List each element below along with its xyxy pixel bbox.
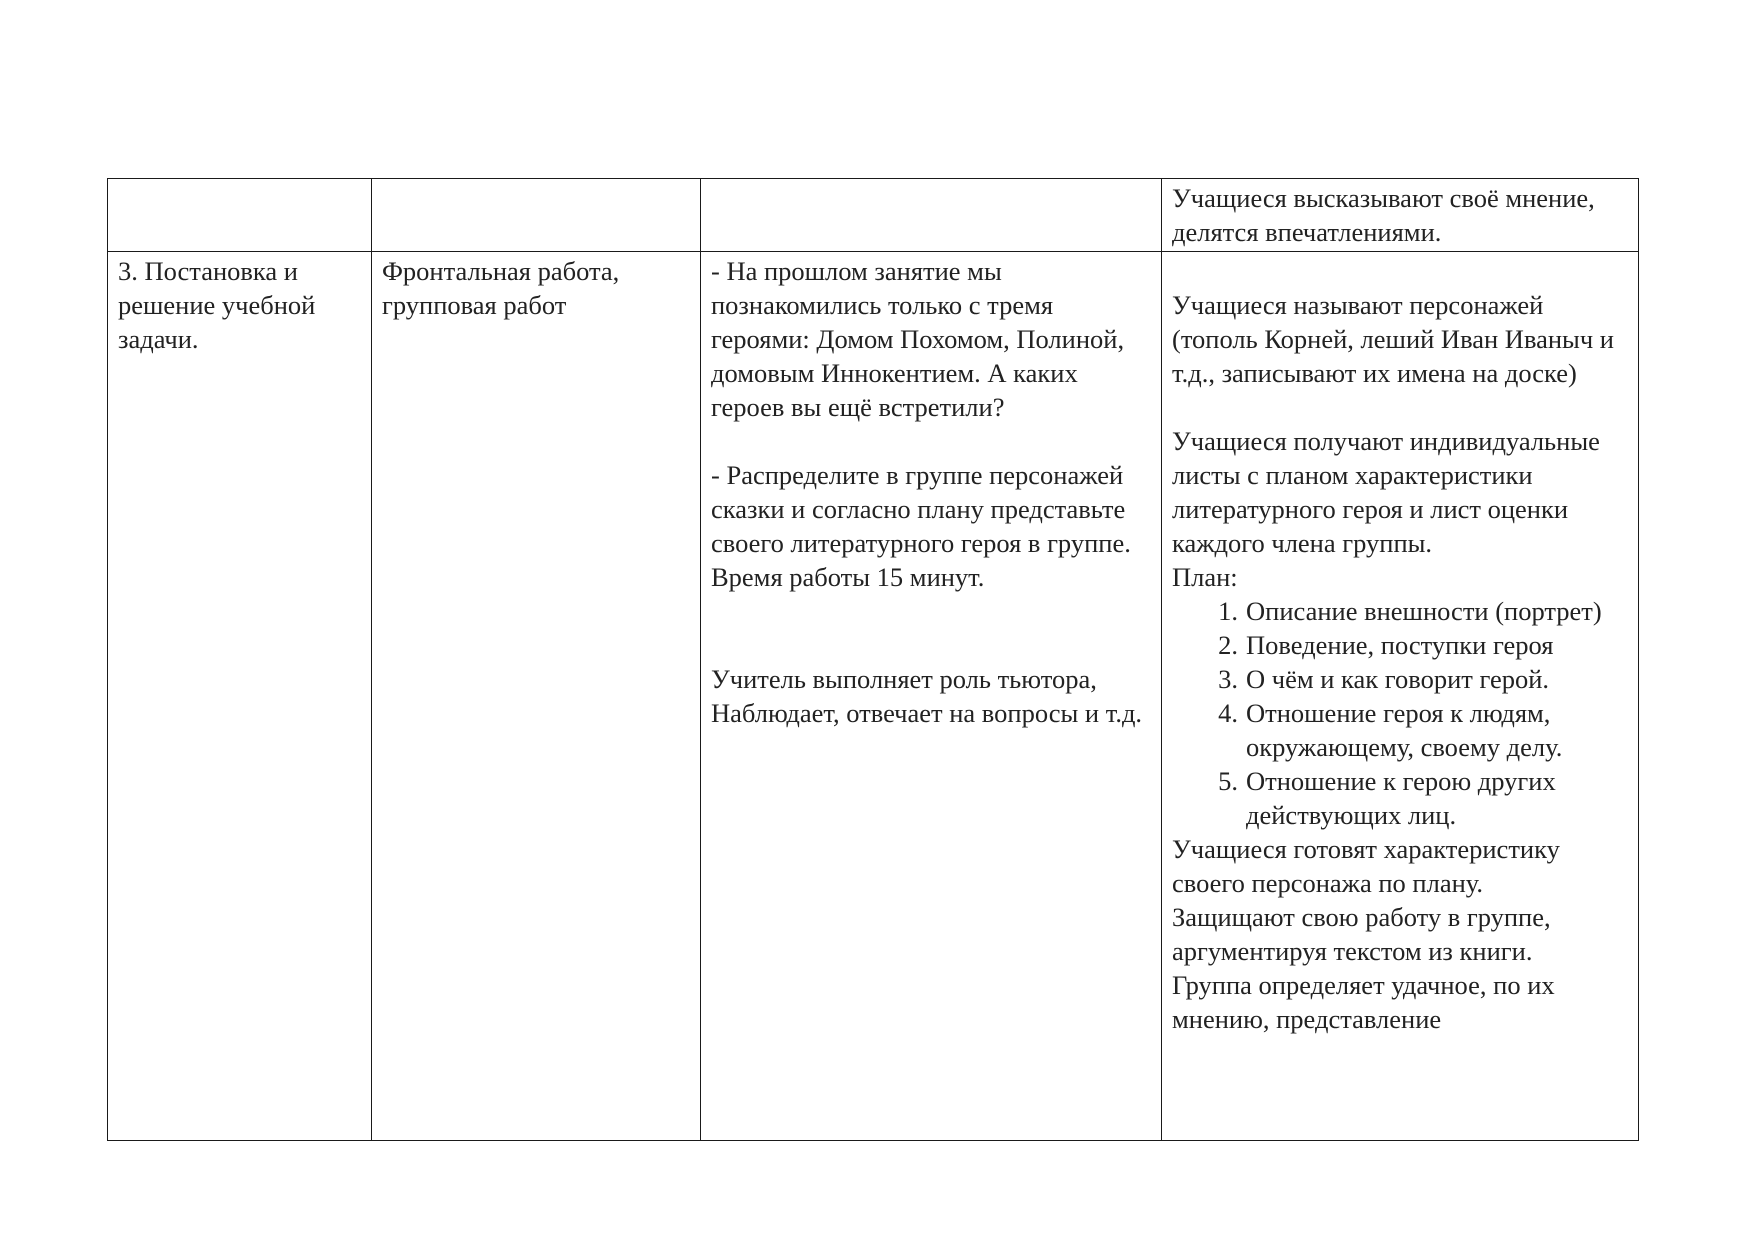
students-text-5: Группа определяет удачное, по их мнению, представление: [1172, 970, 1555, 1034]
students-cell-top: [1162, 179, 1639, 252]
plan-label: План:: [1172, 562, 1238, 592]
lesson-plan-table: [107, 178, 1639, 1141]
students-text-4: Защищают свою работу в группе, аргументируя текстом из книги.: [1172, 902, 1551, 966]
stage-cell-empty: [108, 179, 372, 252]
table-row: [108, 179, 1639, 252]
plan-item-text: О чём и как говорит герой.: [1246, 664, 1550, 694]
plan-item: [1218, 696, 1628, 764]
plan-item-number: 4.: [1218, 698, 1238, 728]
plan-item-text: Отношение героя к людям, окружающему, своему делу.: [1246, 698, 1563, 762]
plan-item-text: Описание внешности (портрет): [1246, 596, 1602, 626]
plan-item-number: 5.: [1218, 766, 1238, 796]
teacher-cell-empty: [701, 179, 1162, 252]
plan-item-number: 3.: [1218, 664, 1238, 694]
plan-item: [1218, 628, 1628, 662]
students-text-3: Учащиеся готовят характеристику своего персонажа по плану.: [1172, 834, 1560, 898]
plan-item: [1218, 662, 1628, 696]
students-text-2: Учащиеся получают индивидуальные листы с планом характеристики литературного героя и лист оценки каждого члена группы.: [1172, 426, 1600, 558]
plan-item-text: Отношение к герою других действующих лиц.: [1246, 766, 1556, 830]
teacher-text-3: Учитель выполняет роль тьютора, Наблюдает, отвечает на вопросы и т.д.: [711, 664, 1143, 728]
students-cell: [1162, 252, 1639, 1141]
stage-cell: [108, 252, 372, 1141]
table-row: [108, 252, 1639, 1141]
teacher-text-1: - На прошлом занятие мы познакомились только с тремя героями: Домом Похомом, Полиной, домовым Иннокентием. А каких героев вы ещё встретили?: [711, 256, 1125, 422]
plan-item-number: 2.: [1218, 630, 1238, 660]
form-cell-empty: [372, 179, 701, 252]
plan-list: [1172, 594, 1628, 832]
plan-item-text: Поведение, поступки героя: [1246, 630, 1554, 660]
stage-title: 3. Постановка и решение учебной задачи.: [118, 256, 316, 354]
work-form-text: Фронтальная работа, групповая работ: [382, 256, 620, 320]
plan-item: [1218, 594, 1628, 628]
teacher-text-2: - Распределите в группе персонажей сказки и согласно плану представьте своего литературного героя в группе. Время работы 15 минут.: [711, 460, 1131, 592]
students-opinion-text: Учащиеся высказывают своё мнение, делятся впечатлениями.: [1172, 183, 1595, 247]
teacher-cell: [701, 252, 1162, 1141]
form-cell: [372, 252, 701, 1141]
plan-item-number: 1.: [1218, 596, 1238, 626]
plan-item: [1218, 764, 1628, 832]
students-text-1: Учащиеся называют персонажей (тополь Корней, леший Иван Иваныч и т.д., записывают их имена на доске): [1172, 290, 1614, 388]
